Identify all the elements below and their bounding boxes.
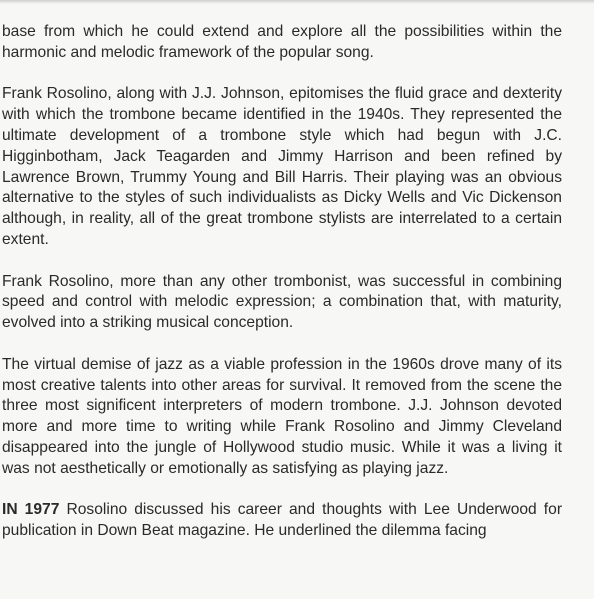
- article-text: [2, 22, 562, 563]
- paragraph-3: Frank Rosolino, more than any other trombonist, was successful in combining speed and control with melodic expression; a combination that, with maturity, evolved into a striking musical conception.: [2, 272, 562, 332]
- paragraph-4: The virtual demise of jazz as a viable profession in the 1960s drove many of its most creative talents into other areas for survival. It removed from the scene the three most significent interpreters of modern trombone. J.J. Johnson devoted more and more time to writing while Frank Rosolino and Jimmy Cleveland disappeared into the jungle of Hollywood studio music. While it was a living it was not aesthetically or emotionally as satisfying as playing jazz.: [2, 355, 562, 477]
- paragraph-2: Frank Rosolino, along with J.J. Johnson, epitomises the fluid grace and dexterity with which the trombone became identified in the 1940s. They represented the ultimate development of a trombone style which had begun with J.C. Higginbotham, Jack Teagarden and Jimmy Harrison and been refined by Lawrence Brown, Trummy Young and Bill Harris. Their playing was an obvious alternative to the styles of such individualists as Dicky Wells and Vic Dickenson although, in reality, all of the great trombone stylists are interrelated to a certain extent.: [2, 85, 562, 248]
- top-rule: [0, 0, 594, 4]
- paragraph-5-text: Rosolino discussed his career and thoughts with Lee Underwood for publication in Down Beat magazine. He underlined the dilemma facing: [2, 501, 563, 540]
- paragraph-1: base from which he could extend and explore all the possibilities within the harmonic and melodic framework of the popular song.: [2, 23, 562, 61]
- paragraph-lead-in: IN 1977: [2, 501, 60, 519]
- paragraph-5: [2, 500, 562, 542]
